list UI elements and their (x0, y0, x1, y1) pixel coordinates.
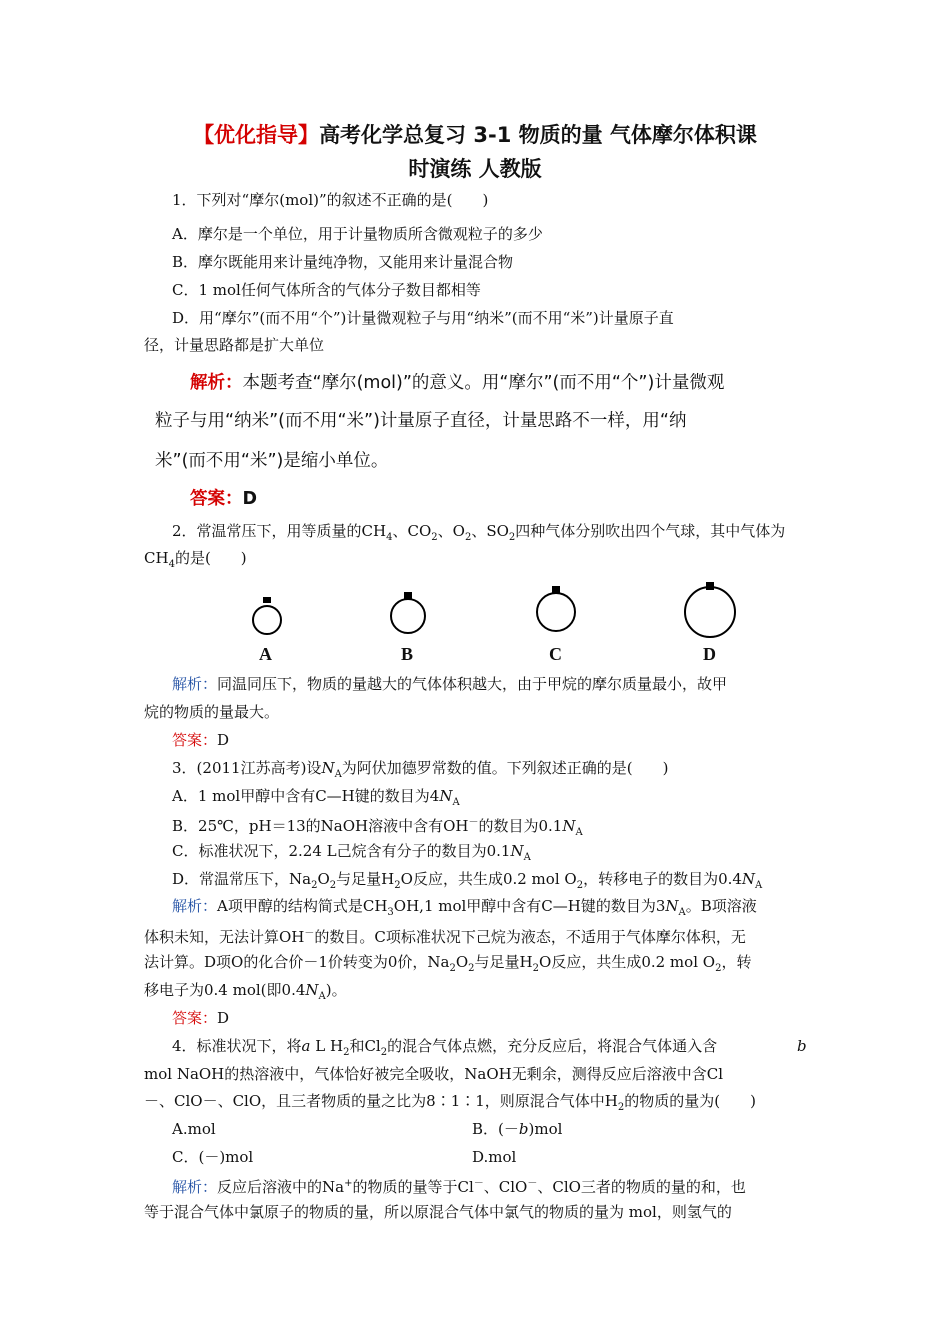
q4-analysis-line1: 解析：反应后溶液中的Na+的物质的量等于Cl－、ClO－、ClO三者的物质的量的和，也 (172, 1178, 746, 1196)
q1-answer-value: D (242, 489, 258, 509)
q4-stem-line2: mol NaOH的热溶液中，气体恰好被完全吸收，NaOH无剩余，测得反应后溶液中含Cl (144, 1065, 723, 1083)
balloon-label-d: D (703, 644, 716, 664)
q3-option-a: A．1 mol甲醇中含有C—H键的数目为$4N_A$ (172, 787, 460, 808)
q3-stem: 3．(2011江苏高考)设$N_A$为阿伏加德罗常数的值。下列叙述正确的是( ) (172, 759, 669, 780)
title-text-1: 高考化学总复习 3-1 物质的量 气体摩尔体积课 (319, 123, 757, 147)
q4-stem-line1: 4．标准状况下，将a L $H_2$和$Cl_2$的混合气体点燃，充分反应后，将混合气体通入含 (172, 1037, 718, 1058)
q3-analysis-line4: 移电子为0.4 mol(即$0.4N_A$)。 (144, 981, 347, 1002)
q1-stem: 1．下列对“摩尔(mol)”的叙述不正确的是( ) (172, 191, 489, 209)
q3-analysis-line3: 法计算。D项O的化合价－1价转变为0价，$Na_2O_2$与足量$H_2O$反应，共生成0.2 mol $O_2$，转 (144, 953, 752, 974)
q2-answer-value: D (217, 731, 230, 749)
q4-analysis-line2: 等于混合气体中氯原子的物质的量，所以原混合气体中氯气的物质的量为 mol，则氢气的 (144, 1203, 732, 1221)
q3-answer-value: D (217, 1009, 230, 1027)
q2-analysis-line2: 烷的物质的量最大。 (144, 703, 280, 721)
q1-analysis-line3: 米”(而不用“米”)是缩小单位。 (155, 451, 389, 471)
q3-option-b: B．25℃，pH＝13的NaOH溶液中含有OH－的数目为$0.1N_A$ (172, 817, 583, 838)
q4-option-d: D.mol (472, 1148, 517, 1166)
q2-stem-line1: 2．常温常压下，用等质量的$CH_4$、$CO_2$、$O_2$、$SO_2$四种气体分别吹出四个气球，其中气体为 (172, 522, 786, 543)
q1-option-d-line1: D．用“摩尔”(而不用“个”)计量微观粒子与用“纳米”(而不用“米”)计量原子直 (172, 309, 674, 327)
q1-option-c: C．1 mol任何气体所含的气体分子数目都相等 (172, 281, 481, 299)
q2-answer (172, 729, 229, 751)
q4-option-b: B．(－b)mol (472, 1120, 563, 1138)
q4-option-c: C．(－)mol (172, 1148, 254, 1166)
q1-option-b: B．摩尔既能用来计量纯净物，又能用来计量混合物 (172, 253, 514, 271)
balloon-label-b: B (401, 644, 414, 664)
q1-analysis-line2: 粒子与用“纳米”(而不用“米”)计量原子直径，计量思路不一样，用“纳 (155, 411, 687, 431)
balloon-d (685, 582, 735, 637)
document-title-line1 (0, 120, 950, 150)
balloon-label-c: C (549, 644, 562, 664)
q3-analysis-line1: 解析：A项甲醇的结构简式是$CH_3OH,1$ mol甲醇中含有C—H键的数目为$3N_A$。B项溶液 (172, 897, 757, 918)
balloon-figure (0, 580, 950, 660)
q4-stem-line3: －、ClO－、ClO，且三者物质的量之比为8∶1∶1，则原混合气体中$H_2$的物质的量为( ) (144, 1092, 756, 1113)
balloon-label-a: A (259, 644, 272, 664)
q1-option-d-line2: 径，计量思路都是扩大单位 (144, 336, 325, 354)
title-bracket: 【优化指导】 (193, 123, 320, 147)
q1-analysis-text1: 本题考查“摩尔(mol)”的意义。用“摩尔”(而不用“个”)计量微观 (242, 373, 725, 393)
q1-answer-label: 答案： (190, 489, 243, 509)
q2-answer-label: 答案： (172, 731, 218, 749)
balloon-b (391, 592, 425, 633)
q3-answer (172, 1007, 229, 1029)
q3-option-d: D．常温常压下，$Na_2O_2$与足量$H_2O$反应，共生成0.2 mol $O_2$，转移电子的数目为$0.4N_A$ (172, 870, 763, 891)
balloon-a (253, 597, 281, 634)
q4-var-b: b (797, 1037, 807, 1055)
q2-stem-line2: $CH_4$的是( ) (144, 549, 247, 570)
q3-option-c: C．标准状况下，2.24 L己烷含有分子的数目为$0.1N_A$ (172, 842, 531, 863)
q1-option-a: A．摩尔是一个单位，用于计量物质所含微观粒子的多少 (172, 225, 543, 243)
document-title-line2: 时演练 人教版 (408, 157, 542, 181)
q4-analysis-label: 解析： (172, 1178, 218, 1196)
q4-option-a: A.mol (172, 1120, 216, 1138)
q3-analysis-label: 解析： (172, 897, 218, 915)
q2-analysis-line1: 解析：同温同压下，物质的量越大的气体体积越大，由于甲烷的摩尔质量最小，故甲 (172, 675, 728, 693)
q3-analysis-line2: 体积未知，无法计算OH－的数目。C项标准状况下己烷为液态，不适用于气体摩尔体积，无 (144, 928, 746, 946)
q1-answer (190, 486, 257, 512)
q3-answer-label: 答案： (172, 1009, 218, 1027)
q1-analysis-line1 (190, 370, 724, 396)
q2-analysis-label: 解析： (172, 675, 218, 693)
balloon-c (537, 586, 575, 631)
q1-analysis-label: 解析： (190, 373, 243, 393)
